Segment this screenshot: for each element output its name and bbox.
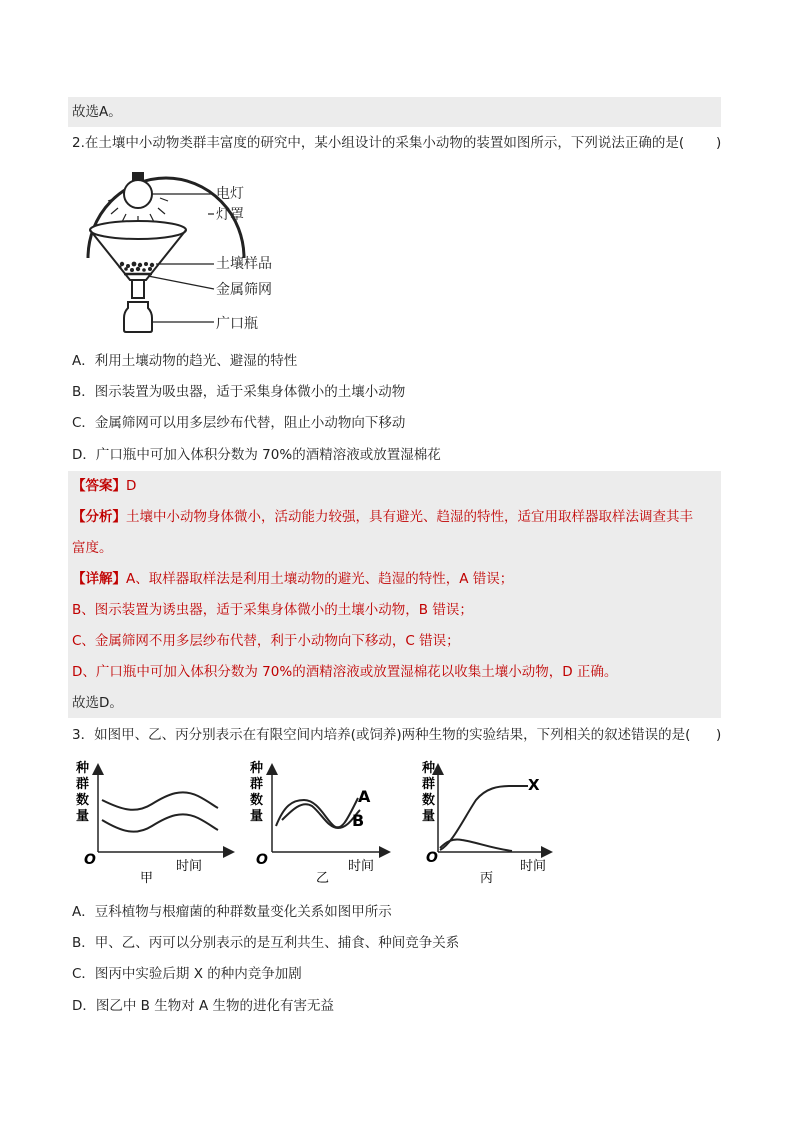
bing-xlabel: 时间 — [520, 859, 547, 874]
analysis-tag: 【分析】 — [72, 509, 126, 525]
graph-yi — [249, 760, 388, 886]
jia-ylabel-2: 群 — [76, 777, 90, 792]
q3-stem-close: ) — [716, 727, 722, 743]
analysis-text: 土壤中小动物身体微小，活动能力较强，具有避光、趋湿的特性，适宜用取样器取样法调查其丰 — [126, 509, 693, 525]
detail-tag: 【详解】 — [72, 571, 126, 587]
q2-stem-close: ) — [716, 135, 722, 151]
jia-xlabel: 时间 — [176, 859, 203, 874]
answer-value: D — [126, 478, 137, 494]
funnel-stem — [132, 280, 144, 298]
yi-xlabel: 时间 — [348, 859, 375, 874]
q3-option-d: D．图乙中 B 生物对 A 生物的进化有害无益 — [72, 998, 335, 1014]
jia-ylabel-3: 数 — [76, 793, 90, 808]
yi-name: 乙 — [316, 871, 330, 886]
prev-answer-shade — [68, 97, 721, 127]
jia-curve-lower — [102, 814, 218, 831]
bing-ylabel-3: 数 — [422, 793, 436, 808]
yi-ylabel-1: 种 — [250, 761, 264, 776]
graph-jia — [75, 760, 232, 886]
label-lamp: 电灯 — [216, 186, 244, 202]
label-mesh: 金属筛网 — [216, 282, 272, 298]
yi-ylabel-3: 数 — [250, 793, 264, 808]
q3-stem: 3．如图甲、乙、丙分别表示在有限空间内培养(或饲养)两种生物的实验结果，下列相关的叙述错误的是( — [72, 727, 691, 743]
q2-conclusion: 故选D。 — [72, 695, 123, 711]
bulb — [124, 180, 152, 208]
bing-origin: O — [426, 850, 438, 866]
jia-name: 甲 — [140, 871, 154, 886]
q3-figure-graphs — [72, 758, 562, 892]
answer-tag: 【答案】 — [72, 478, 126, 494]
q2-option-a: A．利用土壤动物的趋光、避湿的特性 — [72, 353, 298, 369]
q2-analysis-line2: 富度。 — [72, 540, 113, 556]
q2-figure-collector — [80, 168, 290, 338]
jia-curve-upper — [102, 792, 218, 809]
q2-detail-line2: B、图示装置为诱虫器，适于采集身体微小的土壤小动物，B 错误； — [72, 602, 473, 618]
jia-ylabel-4: 量 — [76, 809, 90, 824]
q2-option-b: B．图示装置为吸虫器，适于采集身体微小的土壤小动物 — [72, 384, 406, 400]
q3-option-c: C．图丙中实验后期 X 的种内竞争加剧 — [72, 966, 302, 982]
label-soil: 土壤样品 — [216, 256, 272, 272]
yi-label-b: B — [352, 811, 365, 830]
bing-ylabel-4: 量 — [422, 809, 436, 824]
q2-stem: 2.在土壤中小动物类群丰富度的研究中，某小组设计的采集小动物的装置如图所示，下列说法正确的是( — [72, 135, 685, 151]
yi-ylabel-4: 量 — [250, 809, 264, 824]
bing-ylabel-1: 种 — [422, 761, 436, 776]
q2-option-c: C．金属筛网可以用多层纱布代替，阻止小动物向下移动 — [72, 415, 406, 431]
bing-name: 丙 — [480, 871, 494, 886]
jia-origin: O — [84, 852, 96, 868]
wide-mouth-bottle — [124, 302, 152, 332]
q2-detail-line3: C、金属筛网不用多层纱布代替，利于小动物向下移动，C 错误； — [72, 633, 460, 649]
bing-label-x: X — [528, 776, 540, 794]
prev-conclusion: 故选A。 — [72, 104, 122, 120]
yi-label-a: A — [358, 787, 371, 806]
label-bottle: 广口瓶 — [216, 316, 258, 332]
label-shade: 灯罩 — [216, 207, 244, 223]
graph-bing — [421, 760, 550, 886]
q3-option-b: B．甲、乙、丙可以分别表示的是互利共生、捕食、种间竞争关系 — [72, 935, 460, 951]
q3-option-a: A．豆科植物与根瘤菌的种群数量变化关系如图甲所示 — [72, 904, 392, 920]
q2-answer — [72, 476, 136, 496]
funnel-rim — [90, 221, 186, 239]
q2-detail-line1 — [72, 569, 513, 589]
yi-ylabel-2: 群 — [250, 777, 264, 792]
q2-option-d: D．广口瓶中可加入体积分数为 70%的酒精溶液或放置湿棉花 — [72, 447, 441, 463]
q2-detail-line4: D、广口瓶中可加入体积分数为 70%的酒精溶液或放置湿棉花以收集土壤小动物，D 正确。 — [72, 664, 618, 680]
bing-curve-other — [440, 839, 512, 851]
detail-text: A、取样器取样法是利用土壤动物的避光、趋湿的特性，A 错误； — [126, 571, 514, 587]
bing-ylabel-2: 群 — [422, 777, 436, 792]
jia-ylabel-1: 种 — [76, 761, 90, 776]
q2-analysis-line1 — [72, 507, 693, 527]
yi-origin: O — [256, 852, 268, 868]
